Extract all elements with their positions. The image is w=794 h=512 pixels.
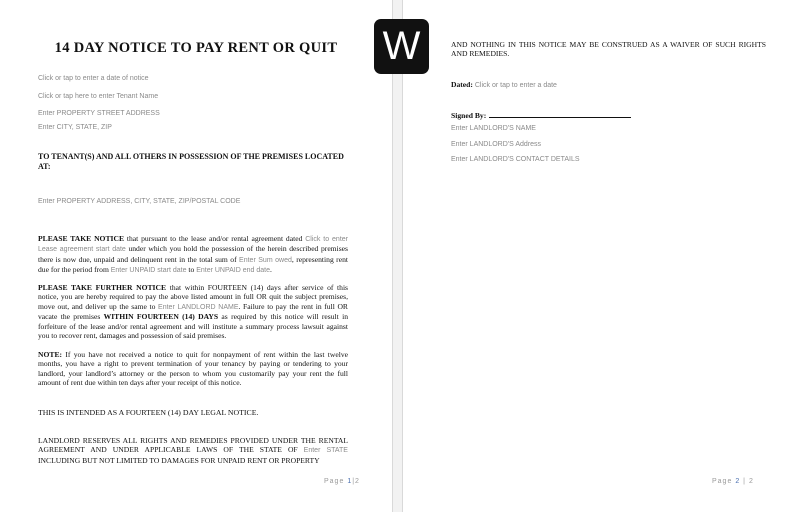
reservation-paragraph (38, 436, 348, 465)
notice-text-1: that pursuant to the lease and/or rental agreement dated (124, 234, 306, 243)
tenant-name-field[interactable]: Click or tap here to enter Tenant Name (38, 93, 159, 100)
page-divider (392, 0, 403, 512)
note-text: If you have not received a notice to quit for nonpayment of rent within the last twelve months, you have a right to prevent termination of your tenancy by paying or tendering to your landlord, your landlord’s attorney or the person to whom you customarily pay your rent the full amount of rent due within ten days after your receipt of this notice. (38, 350, 348, 388)
unpaid-start-date-field[interactable]: Enter UNPAID start date (110, 267, 187, 275)
further-notice-paragraph (38, 283, 348, 340)
landlord-name-field[interactable]: Enter LANDLORD'S NAME (451, 125, 536, 132)
legal-notice-line: THIS IS INTENDED AS A FOURTEEN (14) DAY LEGAL NOTICE. (38, 408, 259, 417)
page-2 (403, 0, 794, 512)
reservation-text-2: INCLUDING BUT NOT LIMITED TO DAMAGES FOR UNPAID RENT OR PROPERTY (38, 455, 320, 465)
state-field[interactable]: Enter STATE (303, 447, 348, 455)
signature-line[interactable] (489, 110, 631, 118)
word-logo-icon: W (374, 19, 429, 74)
signed-by-label: Signed By: (451, 111, 487, 120)
notice-text-4: to (186, 265, 197, 275)
further-text-1: that within FOURTEEN (14) days after service of this notice, you are hereby required to pay the above listed amount in full OR quit the subject premises, move out, and deliver up the same to (38, 283, 349, 311)
landlord-contact-field[interactable]: Enter LANDLORD'S CONTACT DETAILS (451, 156, 580, 163)
further-notice-lead: PLEASE TAKE FURTHER NOTICE (38, 283, 167, 292)
city-state-zip-field[interactable]: Enter CITY, STATE, ZIP (38, 124, 112, 131)
unpaid-end-date-field[interactable]: Enter UNPAID end date (196, 267, 271, 275)
footer-page-total: 2 (748, 478, 754, 485)
page-footer-2 (712, 478, 754, 485)
notice-paragraph (38, 234, 348, 276)
notice-date-field[interactable]: Click or tap to enter a date of notice (38, 75, 149, 82)
reservation-text-1: LANDLORD RESERVES ALL RIGHTS AND REMEDIES PROVIDED UNDER THE RENTAL AGREEMENT AND UNDER APPLICABLE LAWS OF THE STATE OF (38, 436, 348, 455)
dated-field[interactable]: Click or tap to enter a date (474, 82, 557, 89)
page-footer-1 (324, 478, 360, 485)
landlord-address-field[interactable]: Enter LANDLORD'S Address (451, 141, 542, 148)
lease-start-date-field[interactable]: Click to enter Lease agreement start date (38, 236, 348, 254)
footer-page-number: 2 (735, 478, 741, 485)
landlord-name-inline-field[interactable]: Enter LANDLORD NAME (158, 303, 239, 311)
footer-label: Page (712, 478, 733, 485)
further-text-bold: WITHIN FOURTEEN (14) DAYS (103, 312, 219, 322)
signed-by-line (451, 110, 631, 120)
property-address-field[interactable]: Enter PROPERTY ADDRESS, CITY, STATE, ZIP/POSTAL CODE (38, 198, 241, 205)
footer-separator: | (352, 478, 356, 485)
notice-text-2: under which you hold the possession of the herein described premises there is now due, unpaid and delinquent rent in the total sum of (38, 244, 348, 264)
footer-page-number: 1 (347, 478, 353, 485)
page-1 (0, 0, 392, 512)
notice-lead: PLEASE TAKE NOTICE (38, 234, 125, 243)
sum-owed-field[interactable]: Enter Sum owed (239, 256, 292, 264)
notice-text-5: . (270, 265, 272, 275)
document-title: 14 DAY NOTICE TO PAY RENT OR QUIT (54, 40, 338, 56)
dated-line (451, 80, 557, 89)
further-text-3: as required by this notice will result in forfeiture of the lease and/or rental agreement and will institute a summary process lawsuit against you to recover rent, damages and possession of said premises. (38, 312, 348, 341)
to-tenants-heading: TO TENANT(S) AND ALL OTHERS IN POSSESSION OF THE PREMISES LOCATED AT: (38, 152, 344, 171)
further-text-2: . Failure to pay the rent in full OR vacate the premises (38, 301, 348, 322)
dated-label: Dated: (451, 80, 473, 89)
footer-page-total: 2 (355, 478, 360, 485)
street-address-field[interactable]: Enter PROPERTY STREET ADDRESS (38, 110, 160, 117)
continuation-text: AND NOTHING IN THIS NOTICE MAY BE CONSTRUED AS A WAIVER OF SUCH RIGHTS AND REMEDIES. (451, 40, 766, 59)
notice-text-3: , representing rent due for the period from (38, 254, 348, 275)
footer-label: Page (324, 478, 345, 485)
footer-separator: | (743, 478, 746, 485)
note-paragraph (38, 350, 348, 388)
note-lead: NOTE: (38, 350, 63, 359)
